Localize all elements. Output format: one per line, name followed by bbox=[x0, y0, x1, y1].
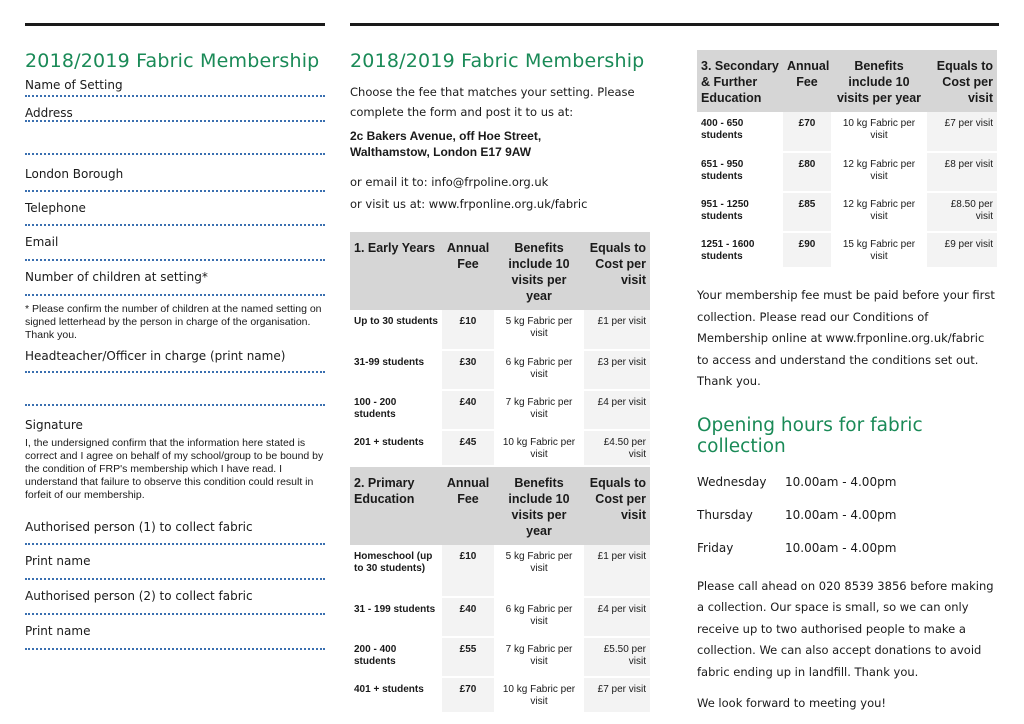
early-years-heading: 1. Early Years bbox=[350, 232, 442, 310]
day-label: Wednesday bbox=[697, 474, 767, 489]
day-label: Friday bbox=[697, 540, 734, 555]
table-row bbox=[350, 390, 650, 430]
call-ahead-note: Please call ahead on 020 8539 3856 before making a collection. Our space is small, so we can only receive up to two authorised people to make a collection. We can also accept donations to avoid fabric ending up in landfill. Thank you. bbox=[697, 578, 994, 679]
benefit-cell: 5 kg Fabric per visit bbox=[494, 545, 584, 597]
cost-cell: £4 per visit bbox=[584, 597, 650, 637]
fee-cell: £85 bbox=[783, 192, 831, 232]
table-header bbox=[697, 50, 997, 112]
early-years-table bbox=[350, 232, 650, 467]
setting-cell: 400 - 650 students bbox=[697, 112, 783, 152]
equals-heading: Equals to Cost per visit bbox=[584, 467, 650, 545]
payment-note: Your membership fee must be paid before your first collection. Please read our Conditions of Membership online at www.frponline.org.uk/fabric to access and understand the conditions set out. Thank you. bbox=[697, 288, 995, 388]
fee-cell: £90 bbox=[783, 232, 831, 268]
table-row bbox=[697, 192, 997, 232]
benefit-cell: 15 kg Fabric per visit bbox=[831, 232, 927, 268]
web-line: or visit us at: www.frponline.org.uk/fabric bbox=[350, 197, 588, 211]
closing-line: We look forward to meeting you! bbox=[697, 696, 886, 710]
benefit-cell: 6 kg Fabric per visit bbox=[494, 597, 584, 637]
cost-cell: £7 per visit bbox=[584, 677, 650, 713]
equals-heading: Equals to Cost per visit bbox=[584, 232, 650, 310]
postal-address bbox=[350, 128, 650, 160]
signature-field[interactable]: Signature bbox=[25, 418, 83, 432]
london-borough-field[interactable]: London Borough bbox=[25, 155, 325, 192]
table-row bbox=[350, 597, 650, 637]
email-line: or email it to: info@frpoline.org.uk bbox=[350, 175, 549, 189]
setting-cell: Homeschool (up to 30 students) bbox=[350, 545, 442, 597]
cost-cell: £7 per visit bbox=[927, 112, 997, 152]
membership-form bbox=[25, 0, 325, 650]
setting-cell: 651 - 950 students bbox=[697, 152, 783, 192]
address-line-1: 2c Bakers Avenue, off Hoe Street, bbox=[350, 129, 542, 143]
benefits-heading: Benefits include 10 visits per year bbox=[831, 50, 927, 112]
list-item bbox=[697, 541, 997, 574]
setting-cell: 200 - 400 students bbox=[350, 637, 442, 677]
cost-cell: £3 per visit bbox=[584, 350, 650, 390]
list-item bbox=[697, 475, 997, 508]
fee-cell: £70 bbox=[783, 112, 831, 152]
declaration-text: I, the undersigned confirm that the information here stated is correct and I agree on behalf of my school/group to be bound by the condition of FRP's membership which I have read. I understand that failure to observe this condition could result in forfeit of our membership. bbox=[25, 437, 324, 501]
collection-information bbox=[697, 50, 997, 713]
benefit-cell: 12 kg Fabric per visit bbox=[831, 152, 927, 192]
address-field-line2[interactable] bbox=[25, 122, 325, 155]
benefit-cell: 10 kg Fabric per visit bbox=[494, 677, 584, 713]
table-row bbox=[350, 310, 650, 350]
table-row bbox=[697, 152, 997, 192]
table-header bbox=[350, 467, 650, 545]
table-row bbox=[350, 350, 650, 390]
fee-cell: £55 bbox=[442, 637, 494, 677]
time-range: 10.00am - 4.00pm bbox=[785, 474, 897, 489]
fee-information bbox=[350, 0, 650, 714]
setting-cell: 201 + students bbox=[350, 430, 442, 466]
fee-cell: £40 bbox=[442, 597, 494, 637]
cost-cell: £9 per visit bbox=[927, 232, 997, 268]
authorised-person-1-field[interactable]: Authorised person (1) to collect fabric bbox=[25, 502, 325, 545]
address-field[interactable]: Address bbox=[25, 97, 325, 122]
cost-cell: £8 per visit bbox=[927, 152, 997, 192]
benefit-cell: 7 kg Fabric per visit bbox=[494, 390, 584, 430]
fee-cell: £80 bbox=[783, 152, 831, 192]
children-count-field[interactable]: Number of children at setting* bbox=[25, 261, 325, 296]
info-title: 2018/2019 Fabric Membership bbox=[350, 50, 645, 72]
annual-fee-heading: Annual Fee bbox=[442, 467, 494, 545]
setting-cell: 1251 - 1600 students bbox=[697, 232, 783, 268]
cost-cell: £4 per visit bbox=[584, 390, 650, 430]
time-range: 10.00am - 4.00pm bbox=[785, 540, 897, 555]
cost-cell: £1 per visit bbox=[584, 310, 650, 350]
email-field[interactable]: Email bbox=[25, 226, 325, 261]
fee-cell: £10 bbox=[442, 545, 494, 597]
benefit-cell: 10 kg Fabric per visit bbox=[831, 112, 927, 152]
headteacher-field[interactable]: Headteacher/Officer in charge (print name) bbox=[25, 342, 325, 373]
benefit-cell: 12 kg Fabric per visit bbox=[831, 192, 927, 232]
list-item bbox=[697, 508, 997, 541]
cost-cell: £1 per visit bbox=[584, 545, 650, 597]
benefit-cell: 5 kg Fabric per visit bbox=[494, 310, 584, 350]
table-row bbox=[697, 232, 997, 268]
time-range: 10.00am - 4.00pm bbox=[785, 507, 897, 522]
equals-heading: Equals to Cost per visit bbox=[927, 50, 997, 112]
fee-cell: £10 bbox=[442, 310, 494, 350]
benefits-heading: Benefits include 10 visits per year bbox=[494, 467, 584, 545]
table-row bbox=[350, 677, 650, 713]
benefit-cell: 7 kg Fabric per visit bbox=[494, 637, 584, 677]
benefits-heading: Benefits include 10 visits per year bbox=[494, 232, 584, 310]
cost-cell: £8.50 per visit bbox=[927, 192, 997, 232]
opening-hours-list bbox=[697, 475, 997, 574]
print-name-2-field[interactable]: Print name bbox=[25, 615, 325, 650]
address-line-2: Walthamstow, London E17 9AW bbox=[350, 145, 532, 159]
fee-cell: £70 bbox=[442, 677, 494, 713]
table-row bbox=[350, 430, 650, 466]
top-rule-wide bbox=[350, 23, 999, 26]
setting-cell: Up to 30 students bbox=[350, 310, 442, 350]
table-row bbox=[350, 637, 650, 677]
annual-fee-heading: Annual Fee bbox=[783, 50, 831, 112]
fee-cell: £30 bbox=[442, 350, 494, 390]
children-note: * Please confirm the number of children at the named setting on signed letterhead by the person in charge of the organisation. Thank you. bbox=[25, 303, 322, 341]
primary-education-table bbox=[350, 467, 650, 714]
setting-cell: 100 - 200 students bbox=[350, 390, 442, 430]
table-row bbox=[350, 545, 650, 597]
fee-cell: £45 bbox=[442, 430, 494, 466]
telephone-field[interactable]: Telephone bbox=[25, 192, 325, 226]
annual-fee-heading: Annual Fee bbox=[442, 232, 494, 310]
cost-cell: £4.50 per visit bbox=[584, 430, 650, 466]
setting-cell: 401 + students bbox=[350, 677, 442, 713]
setting-cell: 31 - 199 students bbox=[350, 597, 442, 637]
secondary-heading: 3. Secondary & Further Education bbox=[697, 50, 783, 112]
headteacher-field-line2[interactable] bbox=[25, 373, 325, 406]
benefit-cell: 6 kg Fabric per visit bbox=[494, 350, 584, 390]
intro-text: Choose the fee that matches your setting. Please complete the form and post it to us at: bbox=[350, 85, 635, 119]
setting-cell: 951 - 1250 students bbox=[697, 192, 783, 232]
table-header bbox=[350, 232, 650, 310]
day-label: Thursday bbox=[697, 507, 753, 522]
fee-cell: £40 bbox=[442, 390, 494, 430]
name-of-setting-field[interactable]: Name of Setting bbox=[25, 72, 325, 97]
top-rule bbox=[25, 23, 325, 26]
opening-hours-title: Opening hours for fabric collection bbox=[697, 414, 923, 457]
form-title: 2018/2019 Fabric Membership bbox=[25, 50, 320, 72]
setting-cell: 31-99 students bbox=[350, 350, 442, 390]
benefit-cell: 10 kg Fabric per visit bbox=[494, 430, 584, 466]
secondary-education-table bbox=[697, 50, 997, 269]
primary-heading: 2. Primary Education bbox=[350, 467, 442, 545]
authorised-person-2-field[interactable]: Authorised person (2) to collect fabric bbox=[25, 580, 325, 615]
print-name-1-field[interactable]: Print name bbox=[25, 545, 325, 580]
cost-cell: £5.50 per visit bbox=[584, 637, 650, 677]
table-row bbox=[697, 112, 997, 152]
